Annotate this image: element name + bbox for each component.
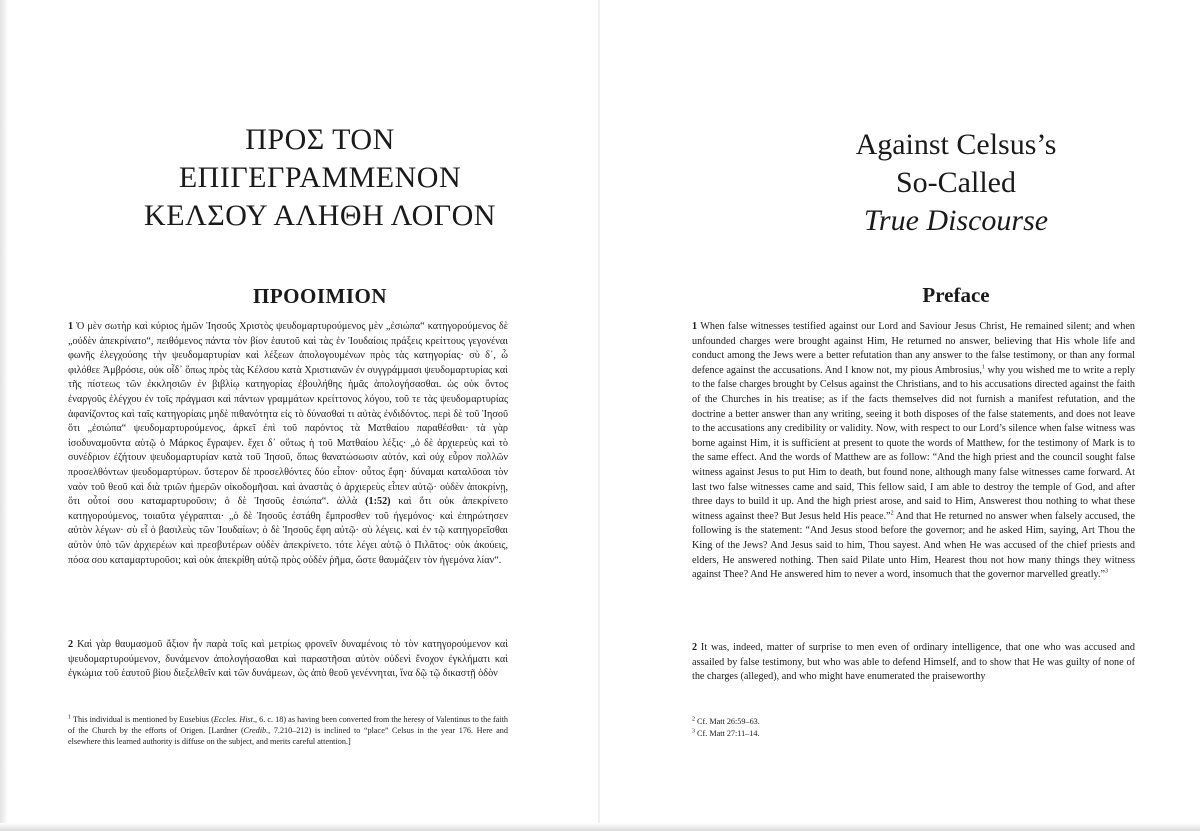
greek-paragraph-1: [68, 320, 508, 568]
footnote-text: Cf. Matt 26:59–63.: [697, 717, 760, 726]
greek-title-line-1: ΠΡΟΣ ΤΟΝ: [245, 123, 395, 156]
english-title-line-2: So-Called: [896, 166, 1016, 199]
paragraph-number: 2: [68, 639, 74, 650]
greek-title-line-2: ΕΠΙΓΕΓΡΑΜΜΕΝΟΝ: [178, 161, 462, 194]
paragraph-number: 2: [692, 642, 698, 653]
paragraph-text: καὶ ὅτι οὐκ ἀπεκρίνετο κατηγορούμενος, τοιαῦτα γέγραπται· „ὁ δὲ Ἰησοῦς ἐστάθη ἔμπροσθεν τοῦ ἡγεμόνος· καὶ ἐπηρώτησεν αὐτὸν λέγων· σὺ εἶ ὁ βασιλεὺς τῶν Ἰουδαίων; ὁ δὲ Ἰησοῦς ἔφη αὐτῷ· σὺ λέγεις. καὶ ἐν τῷ κατηγορεῖσθαι αὐτὸν ὑπὸ τῶν ἀρχιερέων καὶ πρεσβυτέρων οὐδὲν ἀπεκρίνετο. τότε λέγει αὐτῷ ὁ Πιλᾶτος· οὐκ ἀκούεις, πόσα σου καταμαρτυροῦσι; καὶ οὐκ ἀπεκρίθη αὐτῷ πρὸς οὐδὲν ῥῆμα, ὥστε θαυμάζειν τὸν ἡγεμόνα λίαν“.: [68, 496, 509, 566]
footnote-marker: 3: [1105, 568, 1109, 575]
paragraph-text: Καὶ γὰρ θαυμασμοῦ ἄξιον ἦν παρὰ τοῖς καὶ μετρίως φρονεῖν δυναμένοις τὸ τὸν κατηγορούμενον καὶ ψευδομαρτυρούμενον, δυνάμενον ἀπολογήσασθαι καὶ παραστῆσαι αὐτὸν οὐδενὶ ἔνοχον ἐγκλήματι καὶ ἐγκώμια τοῦ ἑαυτοῦ βίου διεξελθεῖν καὶ τῶν δυνάμεων, ὡς ἀπὸ θεοῦ γενέννηται, ἵνα δῷ τῷ δικαστῇ ὁδὸν: [68, 639, 509, 680]
footnote-text: , 7.210–212) is inclined to “place” Celsus in the year 176. Here and elsewhere this learned authority is diffuse on the subject, and merits careful attention.]: [68, 726, 508, 747]
paragraph-text: And that He returned no answer when falsely accused, the following is the statement: “And Jesus stood before the governor; and he asked Him, saying, Art Thou the King of the Jews? And Jesus said to him, Thou sayest. And when He was accused of the chief priests and elders, He answered nothing. Then said Pilate unto Him, Hearest thou not how many things they witness against Thee? And He answered him to never a word, insomuch that the governor marvelled greatly.”: [692, 510, 1135, 581]
footnote-2: [692, 716, 1135, 727]
footnote-1: [68, 714, 508, 748]
greek-title-line-3: ΚΕΛΣΟΥ ΑΛΗΘΗ ΛΟΓΟΝ: [144, 199, 496, 232]
english-paragraph-1: [692, 320, 1135, 583]
footnote-text: ., 6. c. 18) as having been converted from the heresy of Valentinus to the faith of the Church by the efforts of Origen. [Lardner (: [68, 715, 508, 736]
english-paragraph-2: [692, 641, 1135, 685]
paragraph-text: When false witnesses testified against our Lord and Saviour Jesus Christ, He remained silent; and when unfounded charges were brought against Him, He returned no answer, believing that His whole life and conduct among the Jews were a better refutation than any answer to the false testimony, or than any formal defence against the accusations. And I know not, my pious Ambrosius,: [692, 321, 1135, 376]
paragraph-text: why you wished me to write a reply to the false charges brought by Celsus against the Christians, and to his accusations directed against the faith of the Churches in his treatise; as if the facts themselves did not furnish a manifest refutation, and the doctrine a better answer than any writing, seeing it both disposes of the false statements, and does not leave to the accusations any credibility or validity. Now, with respect to our Lord’s silence when false witness was borne against Him, it is sufficient at present to quote the words of Matthew, for the testimony of Mark is to the same effect. And the words of Matthew are as follow: “And the high priest and the council sought false witness against Jesus to put Him to death, but found none, although many false witnesses came forward. At last two false witnesses came and said, This fellow said, I am able to destroy the temple of God, and after three days to build it up. And the high priest arose, and said to Him, Answerest thou nothing to what these witness against thee? But Jesus held His peace.”: [692, 364, 1135, 522]
bottom-shadow: [0, 823, 1200, 831]
footnote-3: [692, 728, 1135, 739]
paragraph-text: Ὁ μὲν σωτὴρ καὶ κύριος ἡμῶν Ἰησοῦς Χριστὸς ψευδομαρτυρούμενος μὲν „ἐσιώπα“ κατηγορούμενος δὲ „οὐδὲν ἀπεκρίνατο“, πειθόμενος πάντα τὸν βίον ἑαυτοῦ καὶ τὰς ἐν Ἰουδαίοις πράξεις κρείττους γεγονέναι φωνῆς ἐλεγχούσης τὴν ψευδομαρτυρίαν καὶ λέξεων ἀπολογουμένων πρὸς τὰς κατηγορίας· σὺ δ᾽, ὦ φιλόθεε Ἀμβρόσιε, οὐκ οἶδ᾽ ὅπως πρὸς τὰς Κέλσου κατὰ Χριστιανῶν ἐν συγγράμμασι ψευδομαρτυρίας καὶ τῆς πίστεως τῶν ἐκκλησιῶν ἐν βιβλίῳ κατηγορίας ἐβουλήθης ἡμᾶς ἀπολογήσασθαι. ὡς οὐκ ὄντος ἐναργοῦς ἐλέγχου ἐν τοῖς πράγμασι καὶ πάντων γραμμάτων κρείττονος λόγου, τοῦ τε τὰς ψευδομαρτυρίας ἀφανίζοντος καὶ ταῖς κατηγορίαις μηδὲ πιθανότητα εἰς τὸ δύνασθαί τι αὐτὰς ἐνδιδόντος. περὶ δὲ τοῦ Ἰησοῦ ὅτι „ἐσιώπα“ ψευδομαρτυρούμενος, ἀρκεῖ ἐπὶ τοῦ παρόντος τὰ Ματθαίου παραθέσθαι· τὰ γὰρ ἰσοδυναμοῦντα αὐτῷ ὁ Μάρκος ἔγραψεν. ἔχει δ᾽ οὕτως ἡ τοῦ Ματθαίου λέξις· „ὁ δὲ ἀρχιερεὺς καὶ τὸ συνέδριον ἐζήτουν ψευδομαρτυρίαν κατὰ τοῦ Ἰησοῦ, ὅπως θανατώσωσιν αὐτόν, καὶ οὐχ εὗρον πολλῶν προσελθόντων ψευδομαρτύρων. ὕστερον δὲ προσελθόντες δύο εἶπον· οὗτος ἔφη· δύναμαι καταλῦσαι τὸν ναὸν τοῦ θεοῦ καὶ διὰ τριῶν ἡμερῶν οἰκοδομῆσαι. καὶ ἀναστὰς ὁ ἀρχιερεὺς εἶπεν αὐτῷ· οὐδὲν ἀποκρίνῃ, ὅτι οὗτοί σου καταμαρτυροῦσιν; ὁ δὲ Ἰησοῦς ἐσιώπα“. ἀλλὰ: [68, 321, 508, 508]
greek-paragraph-2: [68, 638, 508, 682]
english-title-line-3: True Discourse: [863, 204, 1049, 237]
reference-marker: (1:52): [365, 496, 391, 508]
english-title: [702, 126, 1200, 240]
english-title-line-1: Against Celsus’s: [855, 128, 1057, 161]
paragraph-number: 1: [692, 321, 698, 332]
footnote-marker: 1: [981, 364, 985, 371]
footnote-marker: 2: [890, 510, 894, 517]
footnote-italic: Credib.: [243, 726, 269, 736]
footnote-marker: 3: [692, 728, 695, 735]
footnote-italic: Eccles. Hist: [213, 715, 253, 724]
paragraph-text: It was, indeed, matter of surprise to men even of ordinary intelligence, that one who was accused and assailed by false testimony, but who was able to defend Himself, and to show that He was guilty of none of the charges (alleged), and who might have enumerated the praiseworthy: [692, 642, 1135, 683]
paragraph-number: 1: [68, 321, 74, 332]
footnote-marker: 2: [692, 716, 695, 723]
english-section-heading: Preface: [922, 283, 990, 307]
footnote-marker: 1: [68, 714, 71, 721]
footnote-text: Cf. Matt 27:11–14.: [697, 729, 760, 738]
greek-title: [40, 121, 600, 235]
left-edge-shadow: [0, 0, 8, 831]
right-page: [600, 0, 1200, 831]
footnote-text: This individual is mentioned by Eusebius (: [72, 715, 214, 724]
greek-section-heading: ΠΡΟΟΙΜΙΟΝ: [253, 284, 387, 308]
